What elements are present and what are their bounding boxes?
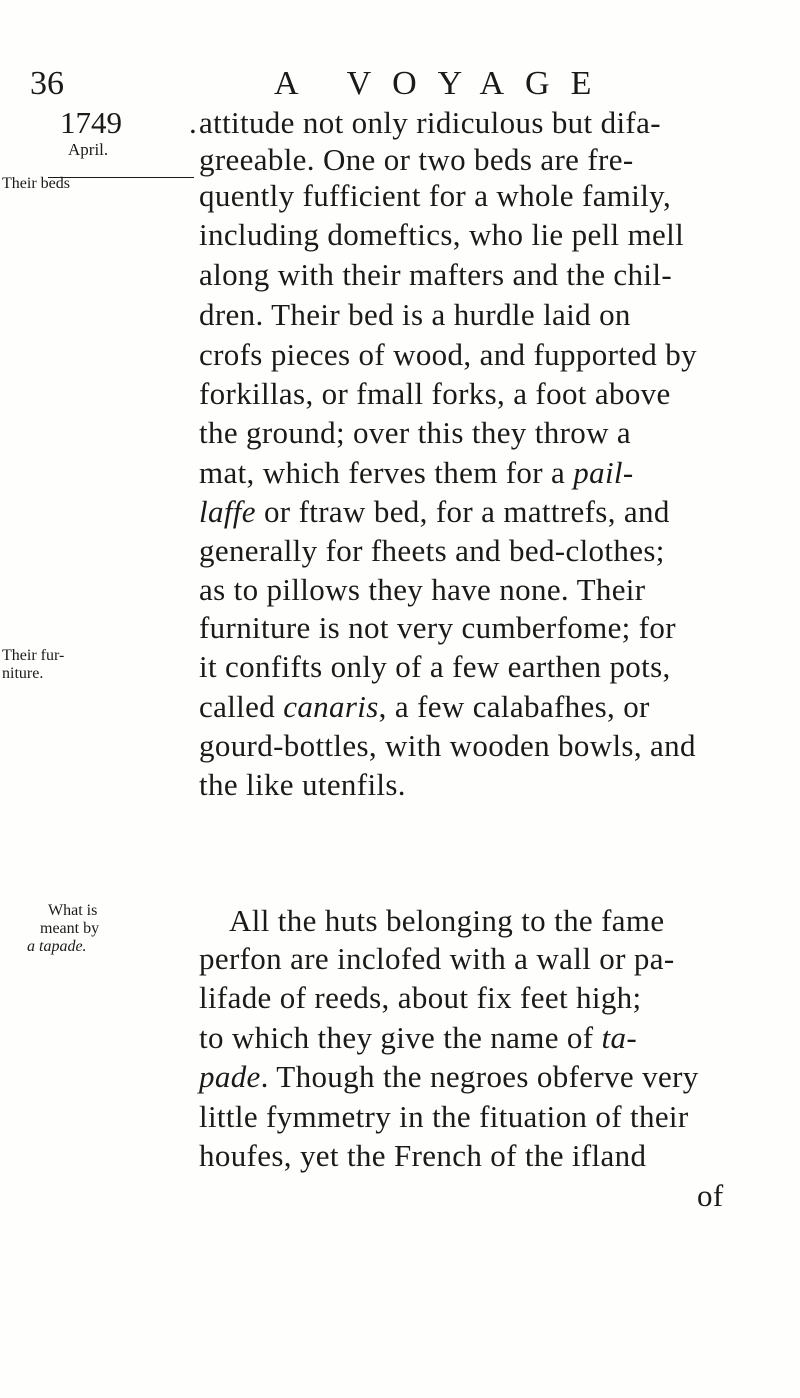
text-line: attitude not only ridiculous but difa- [199, 105, 661, 140]
catchword: of [697, 1178, 724, 1213]
margin-month: April. [68, 140, 109, 159]
text-line: called canaris, a few calabafhes, or [199, 689, 650, 724]
text-line: along with their mafters and the chil- [199, 257, 672, 292]
text-line: to which they give the name of ta- [199, 1020, 638, 1055]
margin-year-dot: . [189, 105, 197, 140]
text-line: quently fufficient for a whole family, [199, 178, 672, 213]
margin-note-line: Their fur- [2, 647, 65, 664]
text-line: All the huts belonging to the fame [229, 903, 665, 938]
running-title: A VOYAGE [274, 65, 613, 102]
text-line: crofs pieces of wood, and fupported by [199, 337, 697, 372]
text-line: little fymmetry in the fituation of their [199, 1099, 689, 1134]
text-line: pade. Though the negroes obferve very [199, 1059, 699, 1094]
text-line: including domeftics, who lie pell mell [199, 217, 685, 252]
margin-note-beds [2, 175, 196, 193]
text-line: the like utenfils. [199, 767, 406, 802]
margin-year: 1749 [60, 105, 122, 140]
margin-note-line: meant by [40, 920, 100, 937]
text-line: forkillas, or fmall forks, a foot above [199, 376, 671, 411]
text-line: laffe or ftraw bed, for a mattrefs, and [199, 494, 670, 529]
text-line: mat, which ferves them for a pail- [199, 455, 634, 490]
text-line: greeable. One or two beds are fre- [199, 142, 634, 177]
margin-note-furniture [2, 647, 196, 683]
text-line: perfon are inclofed with a wall or pa- [199, 941, 675, 976]
text-line: lifade of reeds, about fix feet high; [199, 980, 642, 1015]
margin-note-line: What is [48, 902, 98, 919]
text-line: gourd-bottles, with wooden bowls, and [199, 728, 696, 763]
text-line: dren. Their bed is a hurdle laid on [199, 297, 631, 332]
margin-note-line: a tapade. [27, 938, 87, 955]
text-line: houfes, yet the French of the ifland [199, 1138, 647, 1173]
text-line: it confifts only of a few earthen pots, [199, 649, 671, 684]
text-line: the ground; over this they throw a [199, 415, 632, 450]
text-line: as to pillows they have none. Their [199, 572, 646, 607]
margin-note-line: niture. [2, 665, 44, 682]
margin-note-line: Their beds [2, 175, 70, 192]
page-number: 36 [30, 65, 64, 102]
text-line: generally for fheets and bed-clothes; [199, 533, 665, 568]
text-line: furniture is not very cumberfome; for [199, 610, 676, 645]
